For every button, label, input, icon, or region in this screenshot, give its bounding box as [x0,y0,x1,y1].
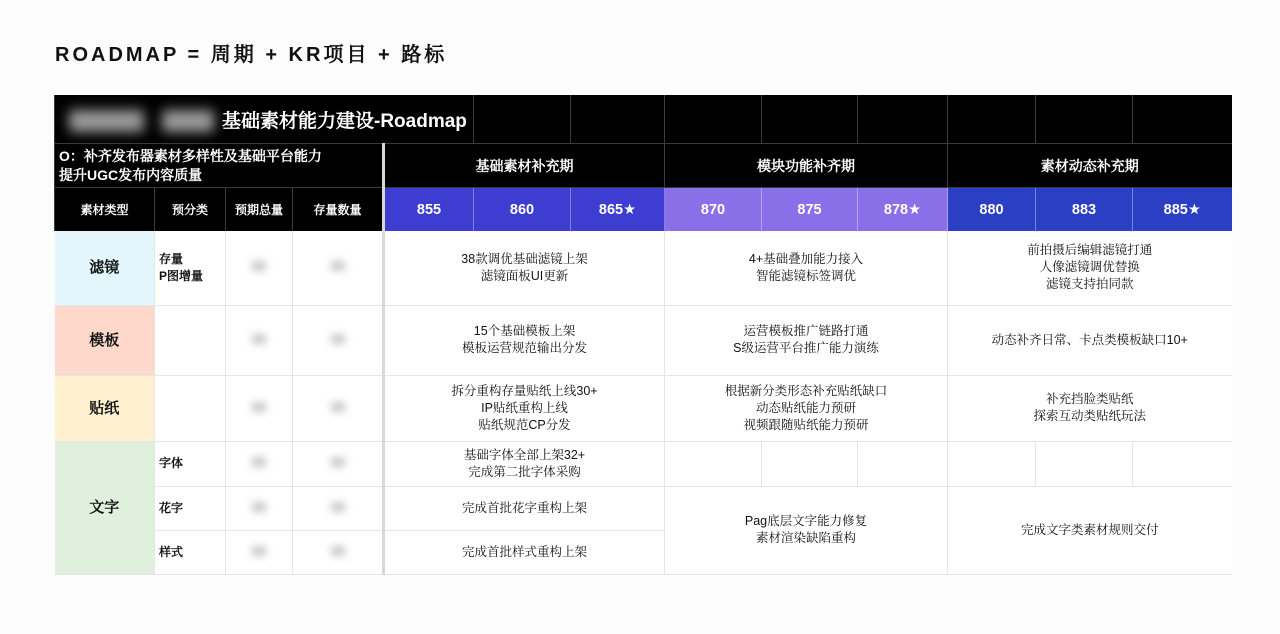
plan-cell: 完成首批花字重构上架 [384,486,665,530]
version-880: 880 [948,188,1036,232]
expected-total-value [226,375,293,441]
version-878: 878★ [858,188,948,232]
stock-count-value [293,530,384,574]
objective-line: 提升UGC发布内容质量 [59,166,203,183]
objective [55,144,384,188]
version-875: 875 [762,188,858,232]
plan-cell: Pag底层文字能力修复 素材渲染缺陷重构 [665,486,948,574]
plan-cell: 基础字体全部上架32+ 完成第二批字体采购 [384,441,665,486]
plan-cell: 补充挡脸类贴纸 探索互动类贴纸玩法 [948,375,1232,441]
phase-3-label: 素材动态补充期 [948,144,1232,188]
version-865: 865★ [571,188,665,232]
table-title-cell [55,95,474,144]
sub-category [155,305,226,375]
page-title: ROADMAP = 周期 + KR项目 + 路标 [55,44,448,66]
sub-category-style: 样式 [155,530,226,574]
stock-count-value [293,375,384,441]
redacted-block [69,110,144,132]
plan-cell: 运营模板推广链路打通 S级运营平台推广能力演练 [665,305,948,375]
stock-count-value [293,441,384,486]
header-expected-total: 预期总量 [226,188,293,232]
sub-category [155,375,226,441]
plan-cell: 4+基础叠加能力接入 智能滤镜标签调优 [665,231,948,305]
sub-category-fancy: 花字 [155,486,226,530]
stock-count-value [293,305,384,375]
header-material-type: 素材类型 [55,188,155,232]
phase-1-label: 基础素材补充期 [384,144,665,188]
plan-cell: 15个基础模板上架 模板运营规范输出分发 [384,305,665,375]
plan-cell: 完成首批样式重构上架 [384,530,665,574]
sub-category-font: 字体 [155,441,226,486]
sub-category: 存量 P图增量 [155,231,226,305]
category-filter: 滤镜 [55,231,155,305]
version-870: 870 [665,188,762,232]
plan-cell: 完成文字类素材规则交付 [948,486,1232,574]
stock-count-value [293,486,384,530]
redacted-block [162,110,214,132]
expected-total-value [226,441,293,486]
plan-cell: 动态补齐日常、卡点类模板缺口10+ [948,305,1232,375]
version-883: 883 [1036,188,1133,232]
phase-2-label: 模块功能补齐期 [665,144,948,188]
objective-line: O：补齐发布器素材多样性及基础平台能力 [59,147,322,164]
plan-cell: 根据新分类形态补充贴纸缺口 动态贴纸能力预研 视频跟随贴纸能力预研 [665,375,948,441]
version-860: 860 [474,188,571,232]
expected-total-value [226,305,293,375]
plan-cell: 拆分重构存量贴纸上线30+ IP贴纸重构上线 贴纸规范CP分发 [384,375,665,441]
category-text: 文字 [55,441,155,574]
category-template: 模板 [55,305,155,375]
header-pre-category: 预分类 [155,188,226,232]
roadmap-table [54,95,1232,575]
stock-count-value [293,231,384,305]
table-title: 基础素材能力建设-Roadmap [222,110,467,132]
plan-cell: 前拍摄后编辑滤镜打通 人像滤镜调优替换 滤镜支持拍同款 [948,231,1232,305]
expected-total-value [226,530,293,574]
plan-cell: 38款调优基础滤镜上架 滤镜面板UI更新 [384,231,665,305]
version-855: 855 [384,188,474,232]
header-stock-count: 存量数量 [293,188,384,232]
expected-total-value [226,231,293,305]
version-885: 885★ [1133,188,1232,232]
category-sticker: 贴纸 [55,375,155,441]
expected-total-value [226,486,293,530]
